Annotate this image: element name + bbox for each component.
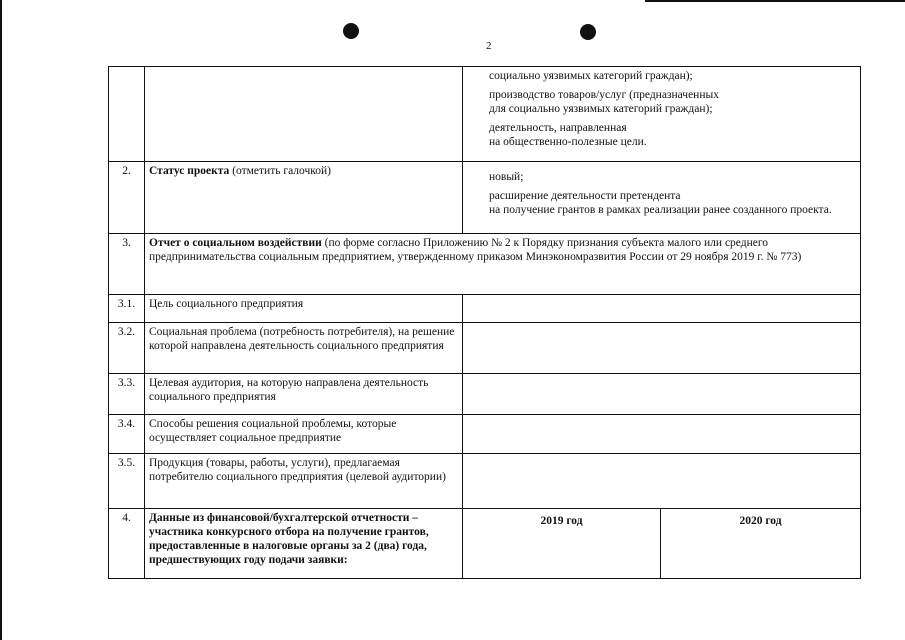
row-number: 3.2.	[109, 323, 145, 374]
row-number: 2.	[109, 162, 145, 234]
row-label: Социальная проблема (потребность потребителя), на решение которой направлена деятельность социального предприятия	[145, 323, 463, 374]
status-label-rest: (отметить галочкой)	[229, 165, 331, 177]
report-label-rest: (по форме согласно Приложению № 2 к Порядку признания субъекта малого или среднего предпринимательства социальным предприятием, утвержденному приказом Минэкономразвития России от 29 ноября 2019 г. № 773)	[149, 237, 802, 263]
row-number: 4.	[109, 509, 145, 579]
scan-left-edge	[0, 0, 2, 640]
row-number: 3.4.	[109, 415, 145, 454]
answer-cell	[463, 323, 861, 374]
table-row-status	[109, 162, 861, 234]
table-row-3-2	[109, 323, 861, 374]
option-text: деятельность, направленная на общественно-полезные цели.	[489, 122, 647, 148]
row-label: Целевая аудитория, на которую направлена деятельность социального предприятия	[145, 374, 463, 415]
row-number: 3.5.	[109, 454, 145, 509]
status-label	[145, 162, 463, 234]
status-option-extension: расширение деятельности претендента на получение грантов в рамках реализации ранее созданного проекта.	[489, 190, 832, 216]
year-2020-header: 2020 год	[661, 509, 861, 579]
report-label	[145, 234, 861, 295]
page-number: 2	[486, 40, 492, 52]
table-row-financial	[109, 509, 861, 579]
answer-cell	[463, 415, 861, 454]
row-label: Цель социального предприятия	[145, 295, 463, 323]
punch-hole-left	[343, 23, 359, 39]
row-label: Способы решения социальной проблемы, которые осуществляет социальное предприятие	[145, 415, 463, 454]
answer-cell	[463, 295, 861, 323]
row-number: 3.3.	[109, 374, 145, 415]
table-row-3-5	[109, 454, 861, 509]
table-row-3-3	[109, 374, 861, 415]
table-row-report	[109, 234, 861, 295]
scan-top-edge	[645, 0, 905, 2]
row-label-cell	[145, 67, 463, 162]
row-number: 3.1.	[109, 295, 145, 323]
row-number-cell	[109, 67, 145, 162]
application-form-table	[108, 66, 861, 579]
punch-hole-right	[580, 24, 596, 40]
table-row-continued	[109, 67, 861, 162]
table-row-3-4	[109, 415, 861, 454]
year-2019-header: 2019 год	[463, 509, 661, 579]
option-text: производство товаров/услуг (предназначенных для социально уязвимых категорий граждан);	[489, 89, 719, 115]
row-label: Продукция (товары, работы, услуги), предлагаемая потребителю социального предприятия (целевой аудитории)	[145, 454, 463, 509]
table-row-3-1	[109, 295, 861, 323]
answer-cell	[463, 454, 861, 509]
financial-label: Данные из финансовой/бухгалтерской отчетности – участника конкурсного отбора на получение грантов, предоставленные в налоговые органы за 2 (два) года, предшествующих году подачи заявки:	[145, 509, 463, 579]
answer-cell	[463, 374, 861, 415]
report-label-bold: Отчет о социальном воздействии	[149, 237, 322, 249]
status-label-bold: Статус проекта	[149, 165, 230, 177]
status-options-cell	[463, 162, 861, 234]
option-text: социально уязвимых категорий граждан);	[489, 70, 693, 82]
status-option-new: новый;	[489, 171, 524, 183]
activity-options-cell	[463, 67, 861, 162]
row-number: 3.	[109, 234, 145, 295]
